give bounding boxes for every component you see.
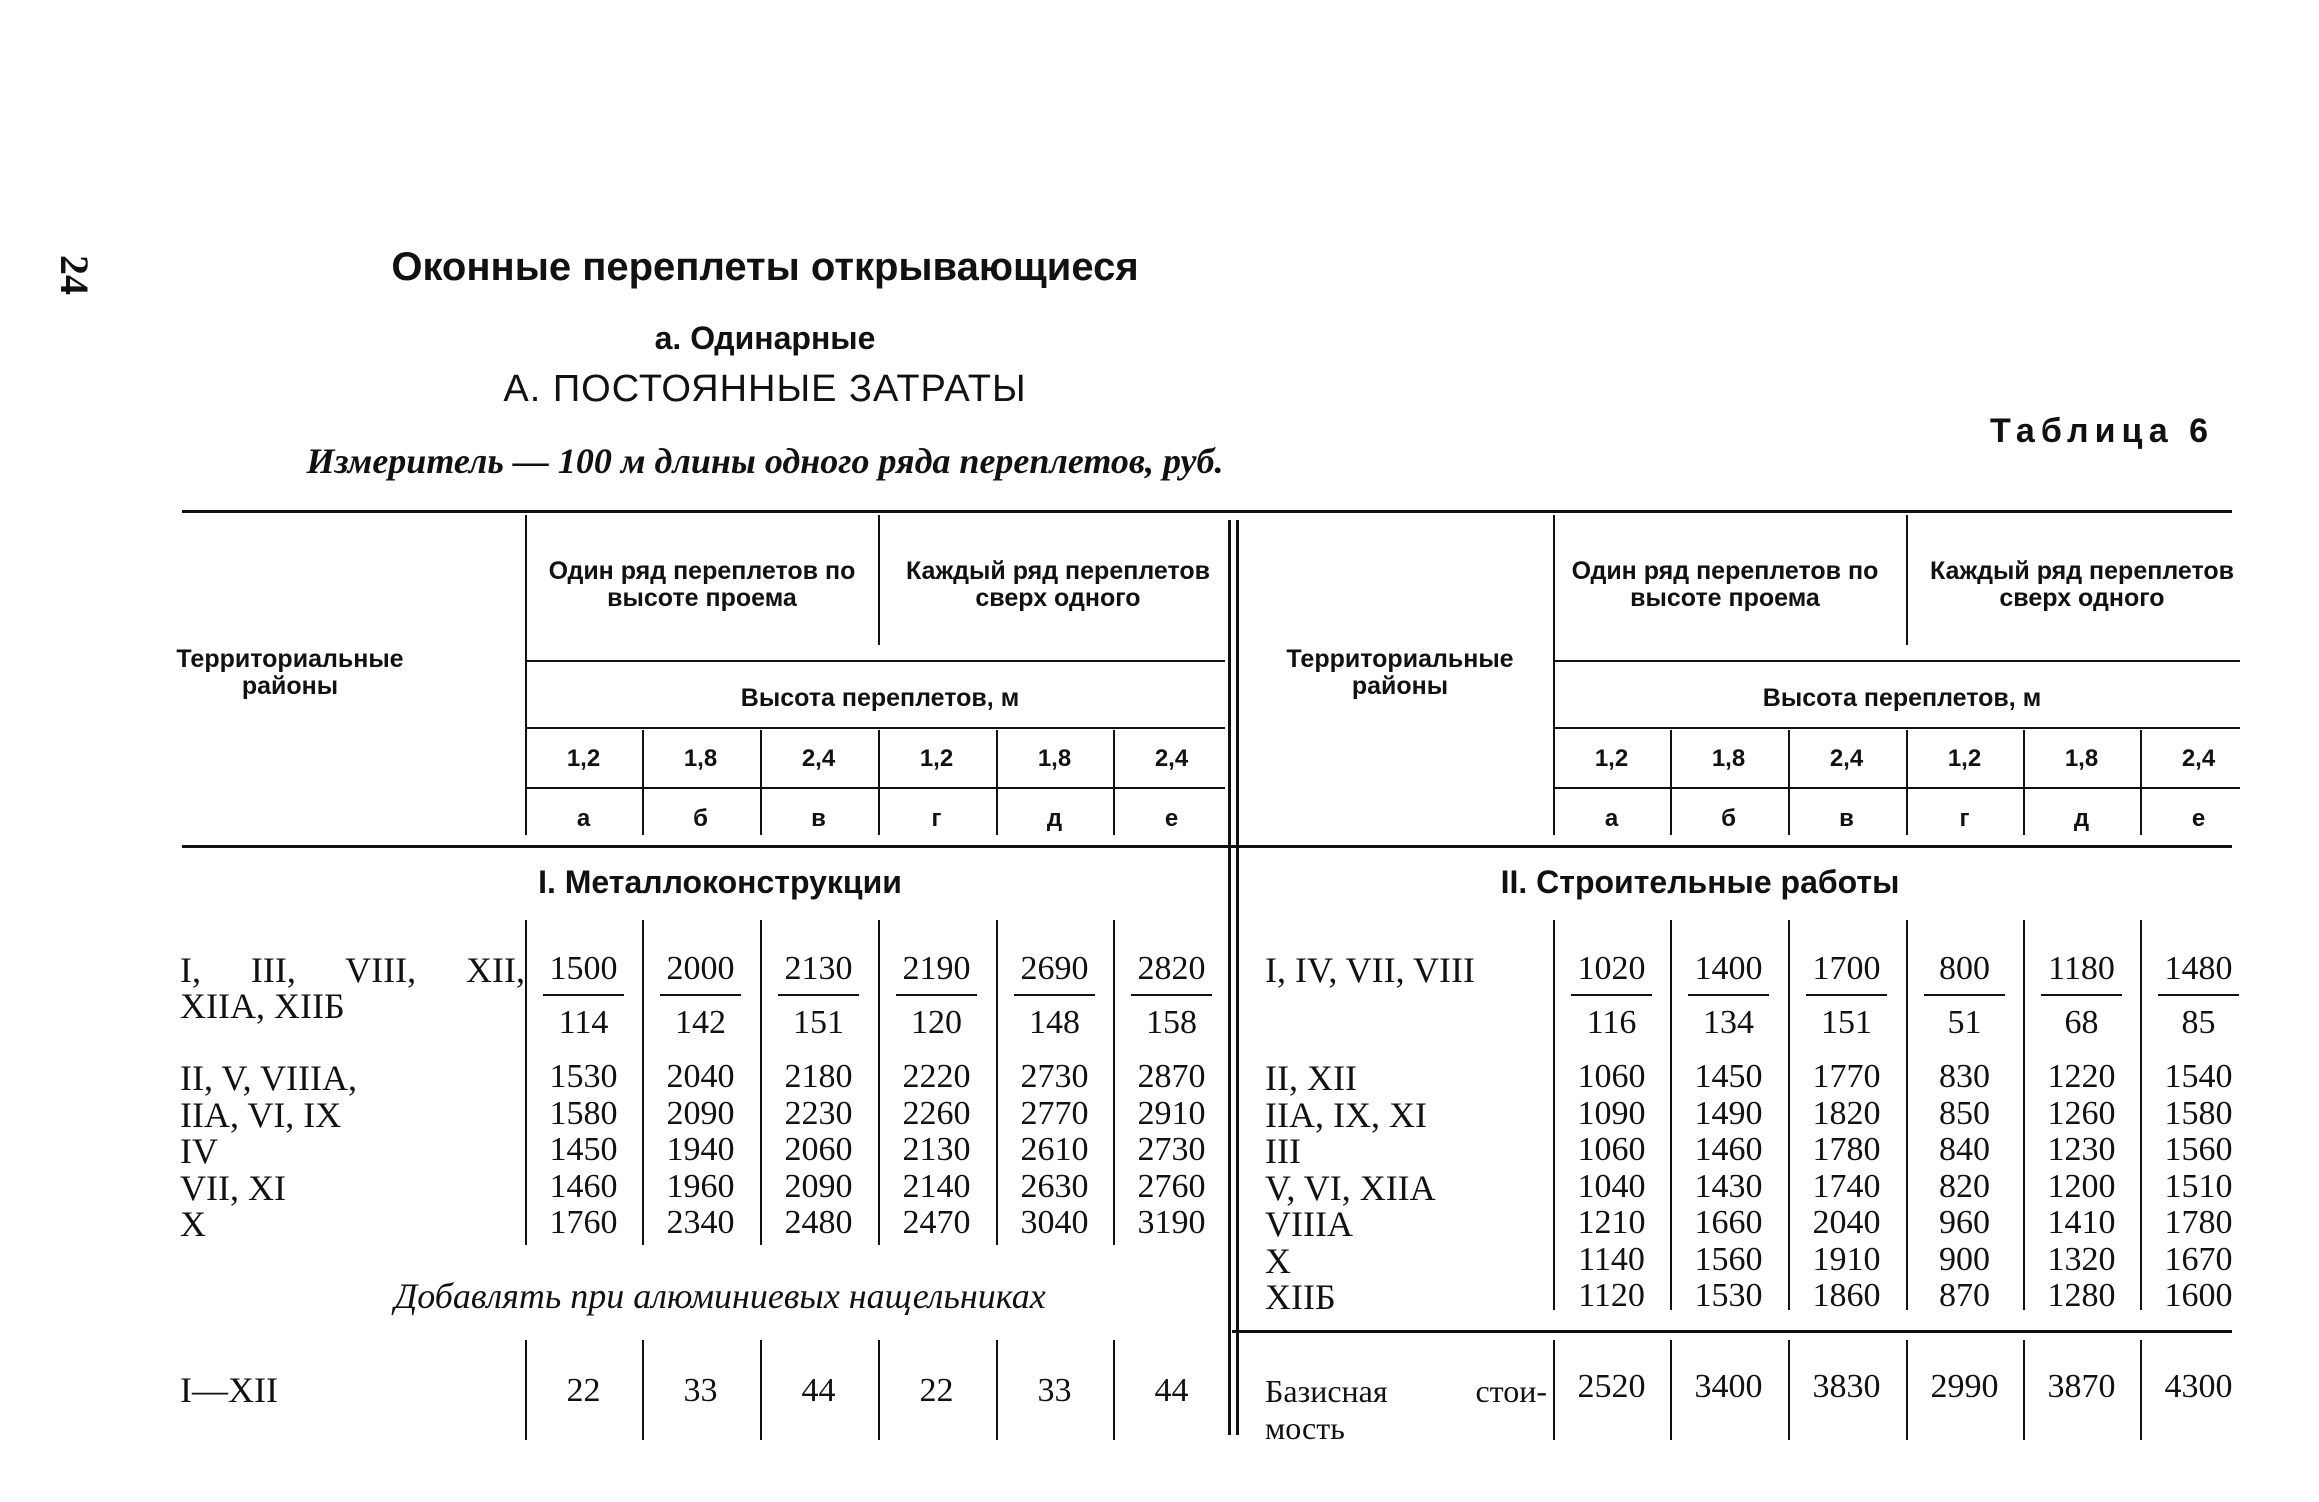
cell-left-0-5: 2870 [1137, 1058, 1206, 1095]
cell-left-sub-0-3: 120 [911, 1004, 962, 1041]
district-left-3: VII, XI [180, 1167, 286, 1208]
header-letter-left-2: в [811, 805, 826, 832]
cell-left-sub-0-2: 151 [793, 1004, 844, 1041]
cell-right-0-3: 830 [1939, 1058, 1990, 1095]
district-right-first: I, IV, VII, VIII [1265, 950, 1475, 990]
header-height-right-1: 1,8 [1711, 745, 1746, 772]
fraction-bar-left-0 [543, 994, 624, 996]
cell-left-2-3: 2130 [902, 1131, 971, 1168]
center-divider-b [1236, 520, 1239, 1435]
cell-left-4-0: 1760 [549, 1204, 618, 1241]
cell-right-4-1: 1660 [1694, 1204, 1763, 1241]
cell-left-0-0: 1530 [549, 1058, 618, 1095]
cell-right-1-5: 1580 [2164, 1094, 2233, 1132]
header-group1-right: Один ряд переплетов по высоте проема [1571, 557, 1879, 612]
fraction-bar-left-2 [778, 994, 859, 996]
cell-left-first-0-0: 1500 [549, 950, 618, 987]
fraction-bar-left-3 [896, 994, 977, 996]
cell-left-2-4: 2610 [1020, 1131, 1089, 1168]
cell-right-2-4: 1230 [2047, 1131, 2116, 1168]
header-height-right-0: 1,2 [1594, 745, 1629, 772]
header-height-left-4: 1,8 [1037, 745, 1072, 772]
cell-right-3-5: 1510 [2164, 1167, 2233, 1205]
cell-left-4-5: 3190 [1137, 1204, 1206, 1241]
cell-base-0-5: 4300 [2164, 1368, 2233, 1405]
header-vline-group-right [1906, 515, 1908, 645]
cell-right-6-2: 1860 [1812, 1277, 1881, 1314]
header-group2-left: Каждый ряд переплетов сверх одного [905, 557, 1211, 612]
cell-right-1-3: 850 [1939, 1094, 1990, 1132]
cell-right-first-0-2: 1700 [1812, 950, 1881, 987]
district-left-add: I—XII [180, 1370, 278, 1410]
fraction-bar-right-3 [1924, 994, 2005, 996]
header-rule-sizes-right [1553, 727, 2240, 729]
fraction-bar-right-2 [1806, 994, 1887, 996]
cell-left-0-1: 2040 [666, 1058, 735, 1095]
header-rule-letters-left [525, 787, 1225, 789]
district-left-first-b: XIIA, XIIБ [180, 986, 345, 1026]
header-bottom-rule [182, 845, 2232, 848]
cell-left-2-2: 2060 [784, 1131, 853, 1168]
cell-right-first-0-4: 1180 [2048, 950, 2115, 987]
cell-right-6-4: 1280 [2047, 1277, 2116, 1314]
header-vline-group-left [878, 515, 880, 645]
cell-right-3-3: 820 [1939, 1167, 1990, 1205]
cell-right-5-1: 1560 [1694, 1240, 1763, 1278]
cell-right-2-5: 1560 [2164, 1131, 2233, 1168]
cell-right-2-0: 1060 [1577, 1131, 1646, 1168]
district-right-2: III [1265, 1131, 1301, 1171]
header-rule-height-left [525, 660, 1225, 662]
header-letter-left-3: г [931, 805, 942, 832]
header-letter-left-0: а [576, 805, 591, 832]
cell-right-4-4: 1410 [2047, 1204, 2116, 1241]
cell-left-sub-0-0: 114 [558, 1004, 609, 1041]
cell-right-0-5: 1540 [2164, 1058, 2233, 1095]
cell-right-1-0: 1090 [1577, 1094, 1646, 1132]
aluminium-note: Добавлять при алюминиевых нащельниках [394, 1276, 1046, 1316]
cell-right-sub-0-0: 116 [1586, 1004, 1637, 1041]
cell-right-0-1: 1450 [1694, 1058, 1763, 1095]
header-letter-left-1: б [693, 805, 708, 832]
header-height-right-5: 2,4 [2181, 745, 2216, 772]
cell-left-sub-0-4: 148 [1029, 1004, 1080, 1041]
header-rule-height-right [1553, 660, 2240, 662]
fraction-bar-right-0 [1571, 994, 1652, 996]
cell-left-1-4: 2770 [1020, 1094, 1089, 1132]
header-height-right-4: 1,8 [2064, 745, 2099, 772]
section-metal-structures: I. Металлоконструкции [538, 864, 902, 900]
cell-right-first-0-5: 1480 [2164, 950, 2233, 987]
cell-right-first-0-1: 1400 [1694, 950, 1763, 987]
header-letter-right-4: д [2073, 805, 2090, 832]
cell-right-3-1: 1430 [1694, 1167, 1763, 1205]
cell-right-5-0: 1140 [1578, 1240, 1645, 1278]
cell-right-3-4: 1200 [2047, 1167, 2116, 1205]
cell-right-sub-0-4: 68 [2064, 1004, 2099, 1041]
cell-right-1-4: 1260 [2047, 1094, 2116, 1132]
cell-left-0-3: 2220 [902, 1058, 971, 1095]
fraction-bar-left-1 [660, 994, 741, 996]
district-left-4: X [180, 1204, 206, 1244]
fraction-bar-right-4 [2041, 994, 2122, 996]
cell-right-sub-0-3: 51 [1947, 1004, 1982, 1041]
cell-left-3-0: 1460 [549, 1167, 618, 1205]
cell-right-6-0: 1120 [1578, 1277, 1645, 1314]
header-vline-start-left [525, 515, 527, 835]
header-letter-right-1: б [1721, 805, 1736, 832]
cell-left-add-0-4: 33 [1037, 1372, 1072, 1409]
cell-right-3-0: 1040 [1577, 1167, 1646, 1205]
cell-right-5-5: 1670 [2164, 1240, 2233, 1278]
base-label-b: мость [1265, 1410, 1345, 1446]
cell-left-4-3: 2470 [902, 1204, 971, 1241]
page-title: Оконные переплеты открывающиеся [391, 245, 1139, 289]
header-districts-right: Территориальные районы [1286, 645, 1514, 700]
base-rule-right [1232, 1330, 2232, 1333]
cell-right-5-4: 1320 [2047, 1240, 2116, 1278]
cell-left-add-0-1: 33 [683, 1372, 718, 1409]
cell-left-sub-0-1: 142 [675, 1004, 726, 1041]
header-height-right: Высота переплетов, м [1762, 684, 2042, 712]
cell-left-first-0-2: 2130 [784, 950, 853, 987]
cell-right-2-2: 1780 [1812, 1131, 1881, 1168]
header-height-left-2: 2,4 [801, 745, 836, 772]
header-height-right-2: 2,4 [1829, 745, 1864, 772]
unit-of-measure: Измеритель — 100 м длины одного ряда переплетов, руб. [306, 441, 1224, 481]
district-right-0: II, XII [1265, 1058, 1357, 1098]
cell-right-4-5: 1780 [2164, 1204, 2233, 1241]
header-height-left-5: 2,4 [1154, 745, 1189, 772]
cell-left-3-1: 1960 [666, 1167, 735, 1205]
cell-left-first-0-4: 2690 [1020, 950, 1089, 987]
header-group2-right: Каждый ряд переплетов сверх одного [1929, 557, 2235, 612]
cell-left-add-0-2: 44 [801, 1372, 836, 1409]
cell-right-0-0: 1060 [1577, 1058, 1646, 1095]
cell-right-0-2: 1770 [1812, 1058, 1881, 1095]
cell-right-6-3: 870 [1939, 1277, 1990, 1314]
table-label: Таблица 6 [1990, 412, 2215, 450]
header-group1-left: Один ряд переплетов по высоте проема [548, 557, 856, 612]
cell-left-4-1: 2340 [666, 1204, 735, 1241]
cell-right-first-0-3: 800 [1939, 950, 1990, 987]
cell-left-add-0-3: 22 [919, 1372, 954, 1409]
cell-left-first-0-1: 2000 [666, 950, 735, 987]
header-height-left: Высота переплетов, м [740, 684, 1020, 712]
district-left-0: II, V, VIIIA, [180, 1058, 357, 1098]
cell-left-1-1: 2090 [666, 1094, 735, 1132]
cell-left-4-2: 2480 [784, 1204, 853, 1241]
cell-left-3-2: 2090 [784, 1167, 853, 1205]
cell-right-sub-0-1: 134 [1703, 1004, 1754, 1041]
cell-left-3-3: 2140 [902, 1167, 971, 1205]
header-height-right-3: 1,2 [1947, 745, 1982, 772]
fraction-bar-right-5 [2158, 994, 2239, 996]
fraction-bar-left-4 [1014, 994, 1095, 996]
cell-right-3-2: 1740 [1812, 1167, 1881, 1205]
header-letter-right-3: г [1959, 805, 1970, 832]
district-left-2: IV [180, 1131, 218, 1171]
district-right-1: IIA, IX, XI [1265, 1094, 1427, 1135]
cell-left-1-5: 2910 [1137, 1094, 1206, 1132]
cell-left-first-0-5: 2820 [1137, 950, 1206, 987]
header-height-left-3: 1,2 [919, 745, 954, 772]
cell-left-4-4: 3040 [1020, 1204, 1089, 1241]
fraction-bar-right-1 [1688, 994, 1769, 996]
cell-left-3-4: 2630 [1020, 1167, 1089, 1205]
cell-left-3-5: 2760 [1137, 1167, 1206, 1205]
header-districts-left: Территориальные районы [176, 645, 404, 700]
cell-right-0-4: 1220 [2047, 1058, 2116, 1095]
cell-left-2-5: 2730 [1137, 1131, 1206, 1168]
cell-left-0-4: 2730 [1020, 1058, 1089, 1095]
cell-base-0-1: 3400 [1694, 1368, 1763, 1405]
cell-right-first-0-0: 1020 [1577, 950, 1646, 987]
district-left-first-a: I, III, VIII, XII, [180, 950, 525, 990]
cell-right-sub-0-5: 85 [2181, 1004, 2216, 1041]
header-letter-right-0: а [1604, 805, 1619, 832]
cell-right-sub-0-2: 151 [1821, 1004, 1872, 1041]
cell-right-6-1: 1530 [1694, 1277, 1763, 1314]
header-letter-left-5: е [1164, 805, 1179, 832]
cell-base-0-4: 3870 [2047, 1368, 2116, 1405]
cell-right-5-2: 1910 [1812, 1240, 1881, 1278]
subtitle-single: а. Одинарные [654, 320, 876, 356]
district-right-5: X [1265, 1240, 1291, 1281]
header-rule-letters-right [1553, 787, 2240, 789]
base-label-a: Базисная стои- [1265, 1373, 1547, 1409]
cell-right-1-1: 1490 [1694, 1094, 1763, 1132]
cell-left-0-2: 2180 [784, 1058, 853, 1095]
cell-left-1-0: 1580 [549, 1094, 618, 1132]
cell-left-2-1: 1940 [666, 1131, 735, 1168]
cell-right-4-2: 2040 [1812, 1204, 1881, 1241]
cell-right-4-0: 1210 [1577, 1204, 1646, 1241]
cell-left-1-2: 2230 [784, 1094, 853, 1132]
cell-right-4-3: 960 [1939, 1204, 1990, 1241]
district-right-6: XIIБ [1265, 1277, 1336, 1317]
cell-left-add-0-5: 44 [1154, 1372, 1189, 1409]
header-height-left-0: 1,2 [566, 745, 601, 772]
top-rule [182, 510, 2232, 513]
cell-right-2-1: 1460 [1694, 1131, 1763, 1168]
cell-left-1-3: 2260 [902, 1094, 971, 1132]
header-vline-start-right [1553, 515, 1555, 835]
cell-left-add-0-0: 22 [566, 1372, 601, 1409]
header-height-left-1: 1,8 [683, 745, 718, 772]
header-letter-right-2: в [1839, 805, 1854, 832]
subtitle-constant-costs: А. ПОСТОЯННЫЕ ЗАТРАТЫ [503, 368, 1027, 410]
page-number: 24 [52, 255, 97, 295]
cell-base-0-0: 2520 [1577, 1368, 1646, 1405]
district-left-1: IIA, VI, IX [180, 1094, 342, 1135]
header-rule-sizes-left [525, 727, 1225, 729]
cell-left-sub-0-5: 158 [1146, 1004, 1197, 1041]
cell-left-2-0: 1450 [549, 1131, 618, 1168]
cell-right-1-2: 1820 [1812, 1094, 1881, 1132]
cell-right-6-5: 1600 [2164, 1277, 2233, 1314]
fraction-bar-left-5 [1131, 994, 1212, 996]
header-letter-left-4: д [1046, 805, 1063, 832]
cell-right-5-3: 900 [1939, 1240, 1990, 1278]
district-right-4: VIIIA [1265, 1204, 1353, 1244]
district-right-3: V, VI, XIIA [1265, 1167, 1436, 1208]
cell-right-2-3: 840 [1939, 1131, 1990, 1168]
cell-left-first-0-3: 2190 [902, 950, 971, 987]
cell-base-0-3: 2990 [1930, 1368, 1999, 1405]
section-construction-works: II. Строительные работы [1500, 864, 1900, 900]
header-letter-right-5: е [2191, 805, 2206, 832]
cell-base-0-2: 3830 [1812, 1368, 1881, 1405]
